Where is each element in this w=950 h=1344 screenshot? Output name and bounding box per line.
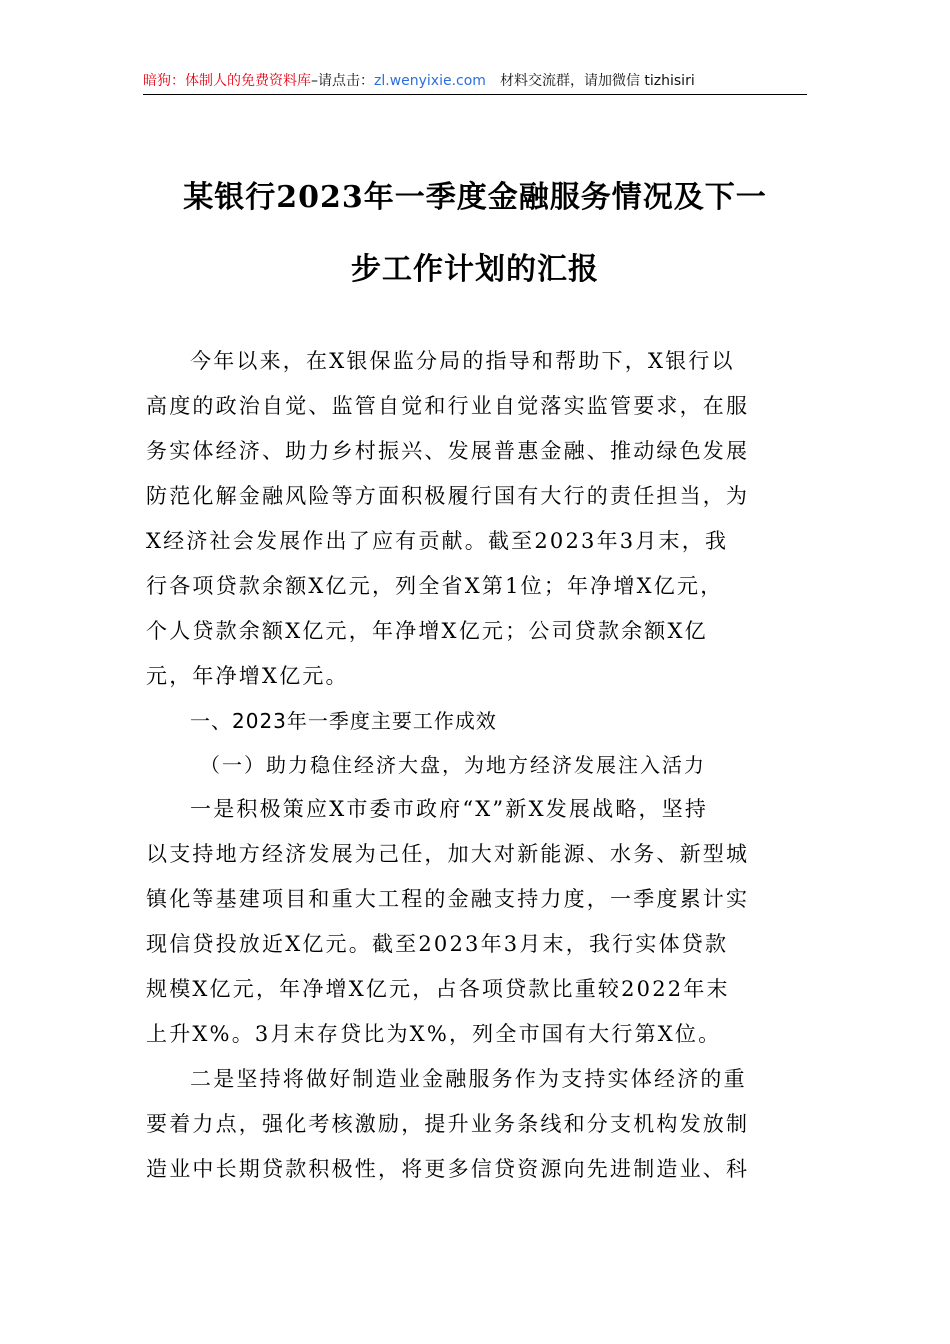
paragraph-line: 上升X%。3月末存贷比为X%，列全市国有大行第X位。 <box>146 1022 722 1046</box>
intro-line: 高度的政治自觉、监管自觉和行业自觉落实监管要求，在服 <box>146 394 750 418</box>
document-title-line-1: 某银行2023年一季度金融服务情况及下一 <box>183 180 767 215</box>
header-contact: 材料交流群，请加微信 tizhisiri <box>499 73 695 89</box>
intro-line: 务实体经济、助力乡村振兴、发展普惠金融、推动绿色发展 <box>146 439 750 463</box>
intro-line: 个人贷款余额X亿元，年净增X亿元；公司贷款余额X亿 <box>146 619 708 643</box>
paragraph-line: 规模X亿元，年净增X亿元，占各项贷款比重较2022年末 <box>146 977 730 1001</box>
paragraph-line: 现信贷投放近X亿元。截至2023年3月末，我行实体贷款 <box>146 932 729 956</box>
paragraph-line: 造业中长期贷款积极性，将更多信贷资源向先进制造业、科 <box>146 1157 750 1181</box>
paragraph-line: 二是坚持将做好制造业金融服务作为支持实体经济的重 <box>190 1067 747 1091</box>
subsection-heading: （一）助力稳住经济大盘，为地方经济发展注入活力 <box>200 753 706 777</box>
document-title-line-2: 步工作计划的汇报 <box>351 252 599 287</box>
intro-line: 今年以来，在X银保监分局的指导和帮助下，X银行以 <box>190 349 735 373</box>
intro-line: 元，年净增X亿元。 <box>146 664 349 688</box>
header-url-link[interactable]: zl.wenyixie.com <box>374 73 486 89</box>
intro-line: 行各项贷款余额X亿元，列全省X第1位；年净增X亿元， <box>146 574 724 598</box>
header-prompt: –请点击： <box>311 73 374 89</box>
header-brand: 暗狗：体制人的免费资料库 <box>143 73 311 89</box>
paragraph-line: 要着力点，强化考核激励，提升业务条线和分支机构发放制 <box>146 1112 750 1136</box>
paragraph-line: 镇化等基建项目和重大工程的金融支持力度，一季度累计实 <box>146 887 750 911</box>
paragraph-line: 以支持地方经济发展为己任，加大对新能源、水务、新型城 <box>146 842 750 866</box>
section-heading: 一、2023年一季度主要工作成效 <box>190 709 497 733</box>
paragraph-line: 一是积极策应X市委市政府“X”新X发展战略，坚持 <box>190 797 709 821</box>
page-header <box>143 68 807 95</box>
intro-line: X经济社会发展作出了应有贡献。截至2023年3月末，我 <box>146 529 729 553</box>
intro-line: 防范化解金融风险等方面积极履行国有大行的责任担当，为 <box>146 484 750 508</box>
